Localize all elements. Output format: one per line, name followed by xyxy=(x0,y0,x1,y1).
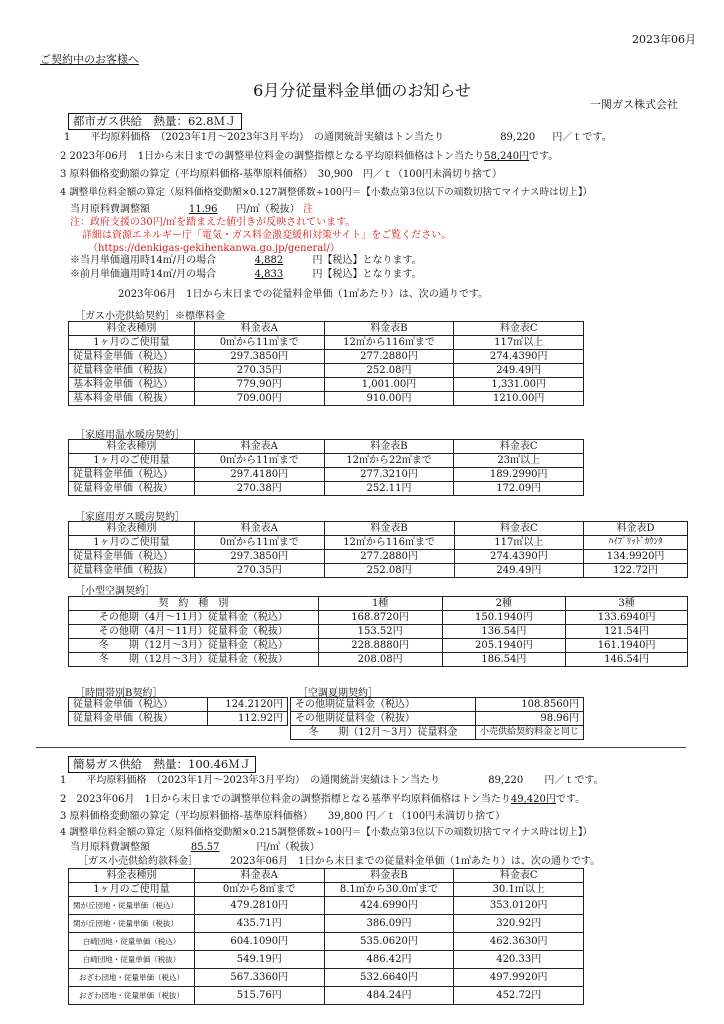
city-note-3: （https://denkigas-gekihenkanwa.go.jp/general/） xyxy=(88,243,340,254)
table-gas-heating-label: ［家庭用ガス暖房契約］ xyxy=(75,512,185,523)
table-cell: 532.6640円 xyxy=(324,969,454,987)
table-cell: 121.54円 xyxy=(566,625,688,639)
table-row xyxy=(69,883,584,897)
table-row xyxy=(69,987,584,1005)
table-cell: 従量料金単価（税込） xyxy=(69,350,195,364)
table-cell: 274.4390円 xyxy=(454,550,584,564)
table-cell: 1,331.00円 xyxy=(454,378,584,392)
table-header: 料金表A xyxy=(194,440,324,454)
table-cell: 297.4180円 xyxy=(194,468,324,482)
city-line-2-end: です。 xyxy=(529,151,559,162)
section-divider xyxy=(36,747,686,748)
city-adjust-note-mark: 注 xyxy=(302,204,313,215)
simple-adjust-label: 当月原料費調整額 xyxy=(70,842,150,853)
table-row xyxy=(69,454,584,468)
table-cell: 153.52円 xyxy=(318,625,442,639)
table-cell: 208.08円 xyxy=(318,653,442,667)
table-cell: 134.9920円 xyxy=(584,550,688,564)
table-cell: 従量料金単価（税込） xyxy=(69,468,195,482)
table-cell: 基本料金単価（税抜） xyxy=(69,392,195,406)
table-cell: 1210.00円 xyxy=(454,392,584,406)
table-cell: 30.1㎥以上 xyxy=(454,883,584,897)
table-header: 料金表A xyxy=(194,322,324,336)
table-cell: 186.54円 xyxy=(442,653,566,667)
table-cell: 0㎥から11㎥まで xyxy=(194,336,324,350)
table-header: 1種 xyxy=(318,597,442,611)
table-cell: 12㎥から116㎥まで xyxy=(324,336,454,350)
table-cell: おざわ団地・従量単価（税抜） xyxy=(69,987,195,1005)
simple-table-label: ［ガス小売供給約款料金］ xyxy=(78,856,198,867)
table-cell: 549.19円 xyxy=(194,951,324,969)
table-cell: 297.3850円 xyxy=(194,550,324,564)
table-cell: 515.76円 xyxy=(194,987,324,1005)
table-cell: 249.49円 xyxy=(454,364,584,378)
table-cell: 12㎥から22㎥まで xyxy=(324,454,454,468)
table-time-b xyxy=(68,697,288,726)
city-current-label: ※当月単価適用時14㎥/月の場合 xyxy=(70,255,217,266)
simple-period-text: 2023年06月 1日から末日までの従量料金単価（1㎥あたり）は、次の通りです。 xyxy=(230,856,601,867)
table-time-b-label: ［時間帯別B契約］ xyxy=(75,688,163,699)
table-cell: 205.1940円 xyxy=(442,639,566,653)
table-header-row xyxy=(69,522,688,536)
city-period-text: 2023年06月 1日から末日までの従量料金単価（1㎥あたり）は、次の通りです。 xyxy=(118,289,489,300)
city-current-example xyxy=(70,254,422,267)
simple-line-4: 4 調整単位料金額の算定（原料価格変動額×0.215調整係数÷100円＝【小数点第3位以下の端数切捨てマイナス時は切上】） xyxy=(60,827,593,838)
table-header: 料金表B xyxy=(324,869,454,883)
table-cell: 270.35円 xyxy=(194,564,324,578)
table-cell: 108.8560円 xyxy=(475,698,583,712)
table-standard xyxy=(68,321,584,406)
table-header-row xyxy=(69,440,584,454)
city-avg-price-unit: 円／ｔです。 xyxy=(552,132,612,143)
table-cell: 117㎥以上 xyxy=(454,536,584,550)
table-header: 料金表種別 xyxy=(69,322,195,336)
page-title: 6月分従量料金単価のお知らせ xyxy=(253,81,471,100)
table-header: 料金表B xyxy=(324,522,454,536)
table-cell: 567.3360円 xyxy=(194,969,324,987)
table-cell: 353.0120円 xyxy=(454,897,584,915)
table-cell: 冬 期（12月～3月）従量料金（税抜） xyxy=(69,653,319,667)
table-cell: 277.2880円 xyxy=(324,550,454,564)
table-header: 料金表C xyxy=(454,522,584,536)
table-cell: 709.00円 xyxy=(194,392,324,406)
simple-line-1 xyxy=(60,774,604,787)
table-row xyxy=(69,969,584,987)
table-row xyxy=(69,468,584,482)
table-row xyxy=(69,698,288,712)
city-prev-example xyxy=(70,268,422,281)
city-line-1-text: 1 平均原料価格 （2023年1月～2023年3月平均） の通関統計実績はトン当たり xyxy=(64,132,444,143)
table-small-ac xyxy=(68,596,688,667)
city-prev-value: 4,833 xyxy=(254,269,284,280)
table-cell: 320.92円 xyxy=(454,915,584,933)
table-row xyxy=(69,951,584,969)
table-cell: その他期（4月～11月）従量料金（税抜） xyxy=(69,625,319,639)
city-line-4: 4 調整単位料金額の算定（原料価格変動額×0.127調整係数÷100円＝【小数点第3位以下の端数切捨てマイナス時は切上】） xyxy=(60,187,593,198)
table-cell: 23㎥以上 xyxy=(454,454,584,468)
table-cell: 従量料金単価（税抜） xyxy=(69,364,195,378)
table-cell: 252.08円 xyxy=(324,564,454,578)
table-cell: 424.6990円 xyxy=(324,897,454,915)
city-line-2-text: 2 2023年06月 1日から末日までの調整単位料金の調整指標となる平均原料価格はトン当たり xyxy=(60,151,485,162)
table-cell: 117㎥以上 xyxy=(454,336,584,350)
table-row xyxy=(69,625,688,639)
table-cell: 462.3630円 xyxy=(454,933,584,951)
city-prev-unit: 円【税込】となります。 xyxy=(312,269,422,280)
table-cell: 386.09円 xyxy=(324,915,454,933)
table-cell: 冬 期（12月～3月）従量料金（税込） xyxy=(69,639,319,653)
table-cell: 274.4390円 xyxy=(454,350,584,364)
table-header: 料金表C xyxy=(454,322,584,336)
table-cell: 249.49円 xyxy=(454,564,584,578)
table-cell: 277.3210円 xyxy=(324,468,454,482)
table-row xyxy=(69,482,584,496)
table-cell: 479.2810円 xyxy=(194,897,324,915)
table-cell: 161.1940円 xyxy=(566,639,688,653)
table-cell: 1,001.00円 xyxy=(324,378,454,392)
company-name: 一関ガス株式会社 xyxy=(590,98,678,111)
table-cell: 従量料金単価（税込） xyxy=(69,550,195,564)
table-cell: 1ヶ月のご使用量 xyxy=(69,536,195,550)
table-row xyxy=(69,564,688,578)
table-cell: おざわ団地・従量単価（税込） xyxy=(69,969,195,987)
table-row xyxy=(69,364,584,378)
table-cell: その他期従量料金（税込） xyxy=(291,698,476,712)
table-cell: 146.54円 xyxy=(566,653,688,667)
table-cell: 124.2120円 xyxy=(208,698,288,712)
table-cell: 228.8880円 xyxy=(318,639,442,653)
table-row xyxy=(69,915,584,933)
table-gas-heating xyxy=(68,521,688,578)
table-header: 料金表種別 xyxy=(69,522,195,536)
table-cell: 従量料金単価（税抜） xyxy=(69,712,208,726)
table-cell: 150.1940円 xyxy=(442,611,566,625)
table-cell: 277.2880円 xyxy=(324,350,454,364)
table-cell: 白崎団地・従量単価（税込） xyxy=(69,933,195,951)
table-row xyxy=(69,550,688,564)
table-header: 料金表C xyxy=(454,440,584,454)
simple-line-1-text: 1 平均原料価格 （2023年1月～2023年3月平均） の通関統計実績はトン当たり xyxy=(60,775,440,786)
table-ac-summer xyxy=(290,697,584,740)
table-cell: ﾊｲﾌﾞﾘｯﾄﾞｶｳﾝﾀ xyxy=(584,536,688,550)
table-cell: 98.96円 xyxy=(475,712,583,726)
table-cell: 関が丘団地・従量単価（税込） xyxy=(69,897,195,915)
table-cell: 270.35円 xyxy=(194,364,324,378)
simple-line-3: 3 原料価格変動額の算定（平均原料価格-基準原料価格） 39,800 円／ｔ（100円未満切り捨て） xyxy=(60,811,506,822)
table-cell: 252.08円 xyxy=(324,364,454,378)
simple-line-2-text: 2 2023年06月 1日から末日までの調整単位料金の調整指標となる基準平均原料価格はトン当たり xyxy=(60,794,511,805)
table-cell: 172.09円 xyxy=(454,482,584,496)
table-header: 料金表A xyxy=(194,869,324,883)
table-cell: 0㎥から8㎥まで xyxy=(194,883,324,897)
notice-date: 2023年06月 xyxy=(632,33,696,46)
table-cell: 252.11円 xyxy=(324,482,454,496)
table-header: 料金表種別 xyxy=(69,869,195,883)
table-cell: 従量料金単価（税込） xyxy=(69,698,208,712)
table-header: 2種 xyxy=(442,597,566,611)
simple-adjust-row xyxy=(70,841,320,854)
table-cell: 168.8720円 xyxy=(318,611,442,625)
city-note-2: 詳細は資源エネルギー庁「電気・ガス料金激変緩和対策サイト」をご覧ください。 xyxy=(82,230,452,241)
table-standard-label: ［ガス小売供給契約］※標準料金 xyxy=(75,311,225,322)
table-simple-gas xyxy=(68,868,584,1005)
table-cell: 497.9920円 xyxy=(454,969,584,987)
table-row xyxy=(69,639,688,653)
table-ac-summer-label: ［空調夏期契約］ xyxy=(298,688,378,699)
table-cell: 0㎥から11㎥まで xyxy=(194,536,324,550)
city-avg-price: 89,220 xyxy=(500,132,536,143)
simple-adjust-unit: 円/㎥（税抜） xyxy=(256,842,320,853)
table-row xyxy=(69,378,584,392)
table-cell: 白崎団地・従量単価（税抜） xyxy=(69,951,195,969)
table-cell: 779.90円 xyxy=(194,378,324,392)
table-hot-water-label: ［家庭用温水暖房契約］ xyxy=(75,430,185,441)
city-gas-header: 都市ガス供給 熱量：62.8ＭＪ xyxy=(68,113,242,130)
city-note-1: 注：政府支援の30円/㎥を踏まえた値引きが反映されています。 xyxy=(70,217,356,228)
table-cell: 136.54円 xyxy=(442,625,566,639)
table-row xyxy=(69,611,688,625)
table-header: 3種 xyxy=(566,597,688,611)
table-row xyxy=(291,726,584,740)
city-adjust-row xyxy=(70,203,313,216)
table-cell: 420.33円 xyxy=(454,951,584,969)
table-small-ac-label: ［小型空調契約］ xyxy=(75,586,155,597)
table-row xyxy=(69,712,288,726)
table-header: 料金表種別 xyxy=(69,440,195,454)
table-cell: 452.72円 xyxy=(454,987,584,1005)
table-cell: 133.6940円 xyxy=(566,611,688,625)
table-cell: 8.1㎥から30.0㎥まで xyxy=(324,883,454,897)
greeting: ご契約中のお客様へ xyxy=(40,53,139,66)
simple-avg-price-unit: 円／ｔです。 xyxy=(544,775,604,786)
table-cell: 0㎥から11㎥まで xyxy=(194,454,324,468)
table-row xyxy=(291,698,584,712)
table-cell: 1ヶ月のご使用量 xyxy=(69,336,195,350)
table-header-row xyxy=(69,597,688,611)
table-cell: その他期（4月～11月）従量料金（税込） xyxy=(69,611,319,625)
table-cell: 122.72円 xyxy=(584,564,688,578)
table-header: 料金表B xyxy=(324,322,454,336)
table-cell: 486.42円 xyxy=(324,951,454,969)
city-ref-price: 58,240円 xyxy=(484,151,530,162)
table-row xyxy=(69,350,584,364)
table-row xyxy=(69,536,688,550)
table-header: 料金表C xyxy=(454,869,584,883)
simple-line-2-end: です。 xyxy=(555,794,586,805)
table-header: 料金表A xyxy=(194,522,324,536)
table-header: 料金表B xyxy=(324,440,454,454)
simple-adjust-value: 85.57 xyxy=(190,842,220,853)
city-adjust-unit: 円/㎥（税抜） xyxy=(236,204,300,215)
table-hot-water xyxy=(68,439,584,496)
table-header-row xyxy=(69,322,584,336)
table-cell: 従量料金単価（税抜） xyxy=(69,564,195,578)
city-adjust-label: 当月原料費調整額 xyxy=(70,204,150,215)
table-cell: 535.0620円 xyxy=(324,933,454,951)
city-current-unit: 円【税込】となります。 xyxy=(312,255,422,266)
city-line-2 xyxy=(60,150,558,163)
city-prev-label: ※前月単価適用時14㎥/月の場合 xyxy=(70,269,217,280)
table-header: 契 約 種 別 xyxy=(69,597,319,611)
table-cell: 小売供給契約料金と同じ xyxy=(475,726,583,740)
table-cell: その他期従量料金（税抜） xyxy=(291,712,476,726)
table-cell: 関が丘団地・従量単価（税抜） xyxy=(69,915,195,933)
simple-ref-price: 49,420円 xyxy=(510,794,556,805)
city-adjust-value: 11.96 xyxy=(188,204,218,215)
simple-gas-header: 簡易ガス供給 熱量：100.46ＭＪ xyxy=(68,756,256,773)
table-row xyxy=(69,392,584,406)
table-cell: 1ヶ月のご使用量 xyxy=(69,454,195,468)
table-cell: 112.92円 xyxy=(208,712,288,726)
table-row xyxy=(291,712,584,726)
table-cell: 484.24円 xyxy=(324,987,454,1005)
table-cell: 冬 期（12月～3月）従量料金 xyxy=(291,726,476,740)
table-row xyxy=(69,897,584,915)
city-line-3: 3 原料価格変動額の算定（平均原料価格-基準原料価格） 30,900 円／ｔ（100円未満切り捨て） xyxy=(60,169,502,180)
table-row xyxy=(69,653,688,667)
table-cell: 従量料金単価（税抜） xyxy=(69,482,195,496)
table-header: 料金表D xyxy=(584,522,688,536)
table-cell: 270.38円 xyxy=(194,482,324,496)
table-row xyxy=(69,336,584,350)
city-line-1 xyxy=(64,131,612,144)
table-cell: 189.2990円 xyxy=(454,468,584,482)
table-cell: 604.1090円 xyxy=(194,933,324,951)
table-cell: 1ヶ月のご使用量 xyxy=(69,883,195,897)
simple-line-2 xyxy=(60,793,585,806)
city-current-value: 4,882 xyxy=(254,255,284,266)
table-cell: 435.71円 xyxy=(194,915,324,933)
table-cell: 基本料金単価（税込） xyxy=(69,378,195,392)
table-row xyxy=(69,933,584,951)
table-cell: 910.00円 xyxy=(324,392,454,406)
table-cell: 297.3850円 xyxy=(194,350,324,364)
table-cell: 12㎥から116㎥まで xyxy=(324,536,454,550)
table-header-row xyxy=(69,869,584,883)
simple-avg-price: 89,220 xyxy=(488,775,524,786)
